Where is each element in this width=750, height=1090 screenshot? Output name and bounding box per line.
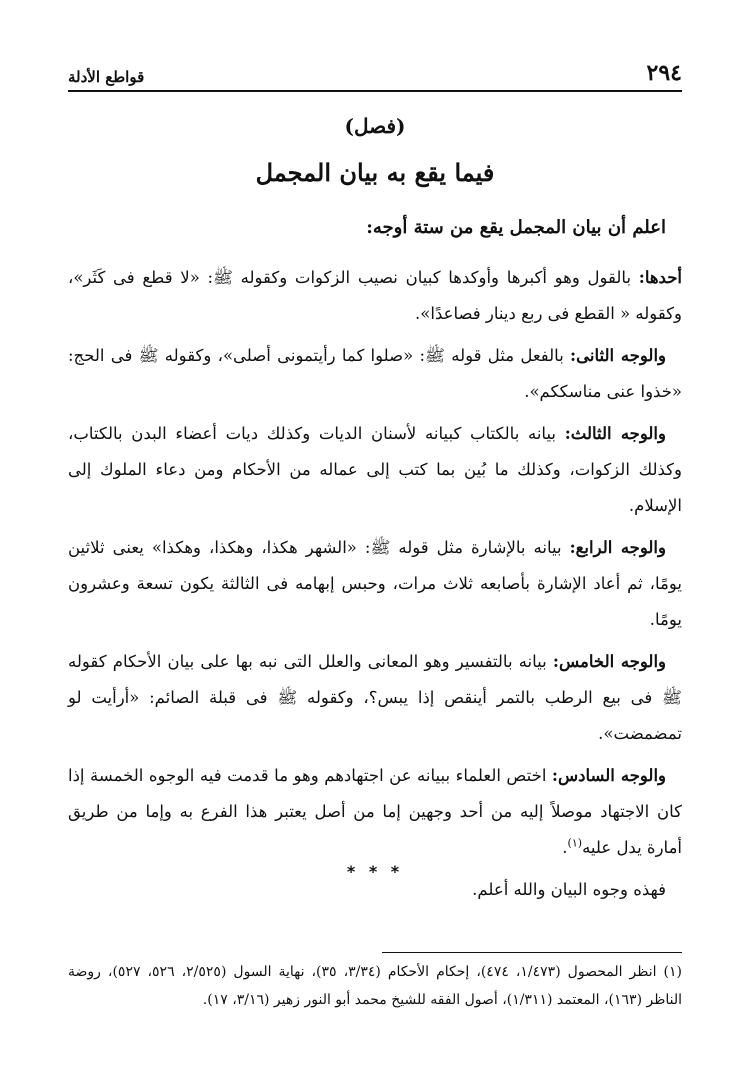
paragraph-lead: أحدها: — [638, 268, 682, 287]
paragraph-5 — [68, 644, 682, 752]
footnote-reference[interactable]: (١) — [567, 836, 583, 850]
paragraph-tail: . — [562, 838, 568, 857]
paragraph-3 — [68, 416, 682, 524]
paragraph-lead: والوجه الثالث: — [564, 424, 666, 443]
intro-line: اعلم أن بيان المجمل يقع من ستة أوجه: — [366, 217, 666, 238]
paragraph-6 — [68, 758, 682, 866]
body-text — [68, 210, 682, 914]
section-label: (فصل) — [344, 114, 406, 138]
closing-line: فهذه وجوه البيان والله أعلم. — [472, 880, 666, 899]
footnote-divider — [382, 952, 682, 953]
paragraph-1 — [68, 260, 682, 332]
footnote-1: (١) انظر المحصول (١/٤٧٣، ٤٧٤)، إحكام الأحكام (٣/٣٤، ٣٥)، نهاية السول (٢/٥٢٥، ٥٢٦، ٥٢٧)، روضة الناظر (١٦٣)، المعتمد (١/٣١١)، أصول الفقه للشيخ محمد أبو النور زهير (٣/١٦، ١٧). — [68, 964, 683, 1008]
paragraph-text: اختص العلماء ببيانه عن اجتهادهم وهو ما قدمت فيه الوجوه الخمسة إذا كان الاجتهاد موصلاً إليه من أحد وجهين إما من أصل يعتبر هذا الفرع به وإما من طريق أمارة يدل عليه — [68, 766, 682, 857]
paragraph-lead: والوجه الرابع: — [569, 538, 666, 557]
paragraph-text: بيانه بالكتاب كبيانه لأسنان الديات وكذلك ديات أعضاء البدن بالكتاب، وكذلك الزكوات، وكذلك ما بُين بما كتب إلى عماله من الأحكام ومن دعاء الملوك إلى الإسلام. — [68, 424, 682, 515]
paragraph-2 — [68, 338, 682, 410]
running-header — [68, 56, 682, 92]
chapter-title: فيما يقع به بيان المجمل — [255, 158, 495, 187]
paragraph-text: بيانه بالتفسير وهو المعانى والعلل التى نبه بها على بيان الأحكام كقوله ﷺ فى بيع الرطب بالتمر أينقص إذا يبس؟، وكقوله ﷺ فى قبلة الصائم: «أرأيت لو تمضمضت». — [68, 652, 682, 743]
paragraph-4 — [68, 530, 682, 638]
paragraph-lead: والوجه الخامس: — [552, 652, 666, 671]
paragraph-text: بيانه بالإشارة مثل قوله ﷺ: «الشهر هكذا، وهكذا، وهكذا» يعنى ثلاثين يومًا، ثم أعاد الإشارة بأصابعه ثلاث مرات، وحبس إبهامه فى الثالثة يكون تسعة وعشرون يومًا. — [68, 538, 682, 629]
paragraph-lead: والوجه الثانى: — [570, 346, 667, 365]
section-separator: * * * — [346, 862, 404, 881]
paragraph-text: بالقول وهو أكبرها وأوكدها كبيان نصيب الزكوات وكقوله ﷺ: «لا قطع فى كَثَر»، وكقوله « القطع فى ربع دينار فصاعدًا». — [68, 268, 682, 323]
paragraph-lead: والوجه السادس: — [551, 766, 666, 785]
paragraph-text: بالفعل مثل قوله ﷺ: «صلوا كما رأيتمونى أصلى»، وكقوله ﷺ فى الحج: «خذوا عنى مناسككم». — [68, 346, 682, 401]
book-title: قواطع الأدلة — [68, 68, 145, 86]
page-number: ٢٩٤ — [646, 60, 682, 86]
footnotes — [68, 958, 682, 1014]
